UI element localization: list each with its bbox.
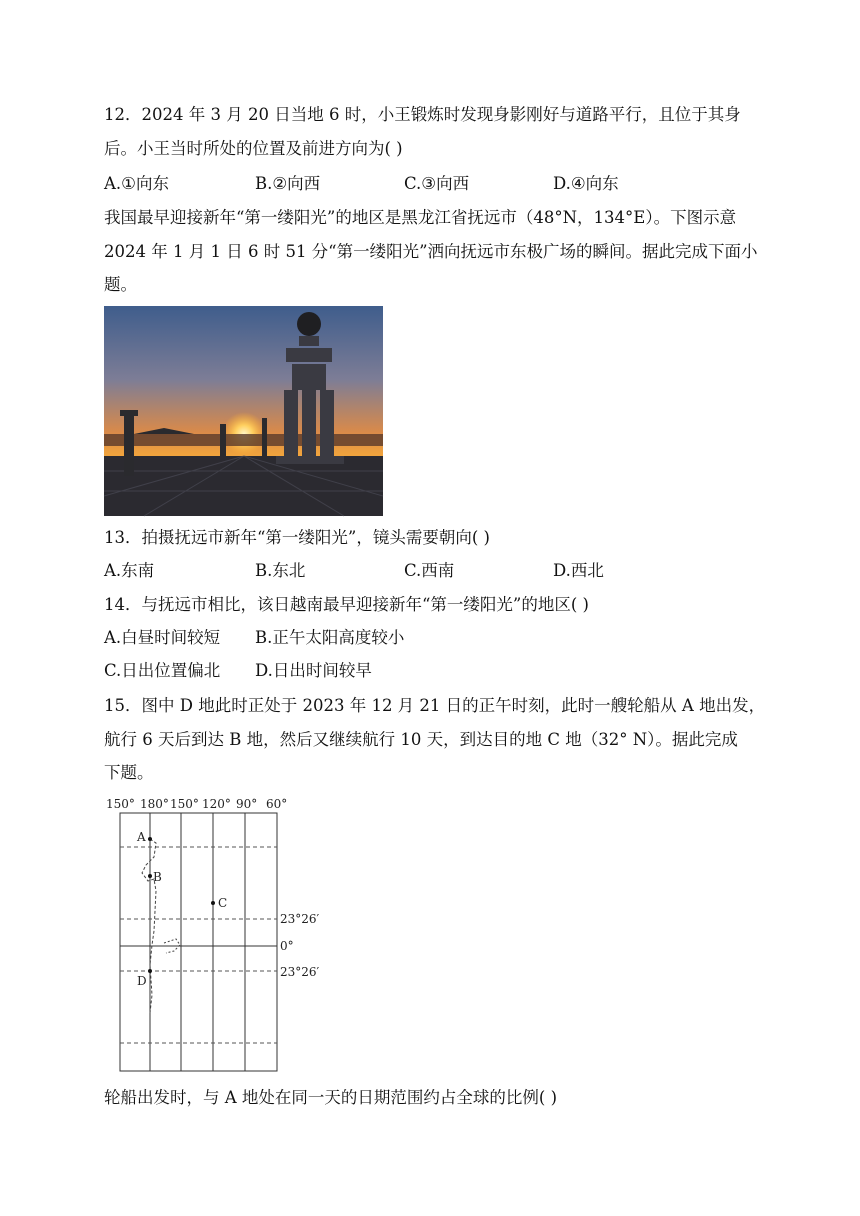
point-a-marker: [148, 837, 152, 841]
point-b-marker: [148, 874, 152, 878]
q12-option-a: A.①向东: [104, 174, 169, 193]
q13-option-c: C.西南: [404, 561, 455, 580]
q12-line-2: 后。小王当时所处的位置及前进方向为( ): [104, 139, 403, 158]
lon-label-180: 180°: [140, 797, 169, 811]
q12-option-b: B.②向西: [255, 174, 321, 193]
q13-option-a: A.东南: [104, 561, 155, 580]
lon-label-60e: 60°: [266, 797, 288, 811]
parallels: [120, 847, 277, 1043]
point-d-label: D: [137, 974, 147, 988]
intro-line-2: 2024 年 1 月 1 日 6 时 51 分“第一缕阳光”洒向抚远市东极广场的瞬间。据此完成下面小: [104, 242, 758, 261]
q15-line-1: 15．图中 D 地此时正处于 2023 年 12 月 21 日的正午时刻，此时一艘轮船从 A 地出发，: [104, 696, 766, 715]
q12-option-c: C.③向西: [404, 174, 470, 193]
route-map: [104, 795, 320, 1075]
intro-line-3: 题。: [104, 275, 137, 294]
point-b-label: B: [153, 870, 162, 884]
lat-label-equator: 0°: [280, 939, 294, 953]
q15-sub-text: 轮船出发时，与 A 地处在同一天的日期范围约占全球的比例( ): [104, 1088, 558, 1107]
lat-label-tropic-s: 23°26′: [280, 965, 320, 979]
q14-option-a: A.白昼时间较短: [104, 628, 221, 647]
lon-label-150w: 150°: [106, 797, 135, 811]
q14-text: 14．与抚远市相比，该日越南最早迎接新年“第一缕阳光”的地区( ): [104, 595, 589, 614]
point-d-marker: [148, 969, 152, 973]
q13-text: 13．拍摄抚远市新年“第一缕阳光”，镜头需要朝向( ): [104, 528, 490, 547]
point-c-label: C: [218, 896, 228, 910]
lat-label-tropic-n: 23°26′: [280, 912, 320, 926]
map-frame: [120, 813, 277, 1071]
q13-option-d: D.西北: [553, 561, 604, 580]
q12-line-1: 12．2024 年 3 月 20 日当地 6 时，小王锻炼时发现身影刚好与道路平行，且位于其身: [104, 105, 741, 124]
meridians: [150, 813, 245, 1071]
point-c-marker: [211, 901, 215, 905]
lon-label-120e: 120°: [202, 797, 231, 811]
q13-option-b: B.东北: [255, 561, 306, 580]
q14-option-d: D.日出时间较早: [255, 661, 372, 680]
sunrise-photo: [104, 306, 383, 516]
lon-label-150e: 150°: [170, 797, 199, 811]
q15-line-2: 航行 6 天后到达 B 地，然后又继续航行 10 天，到达目的地 C 地（32° N）。据此完成: [104, 730, 738, 749]
q14-option-c: C.日出位置偏北: [104, 661, 221, 680]
lon-label-90e: 90°: [236, 797, 258, 811]
q12-option-d: D.④向东: [553, 174, 619, 193]
point-a-label: A: [137, 830, 146, 844]
q14-option-b: B.正午太阳高度较小: [255, 628, 405, 647]
intro-line-1: 我国最早迎接新年“第一缕阳光”的地区是黑龙江省抚远市（48°N，134°E）。下图示意: [104, 208, 737, 227]
q15-line-3: 下题。: [104, 763, 154, 782]
